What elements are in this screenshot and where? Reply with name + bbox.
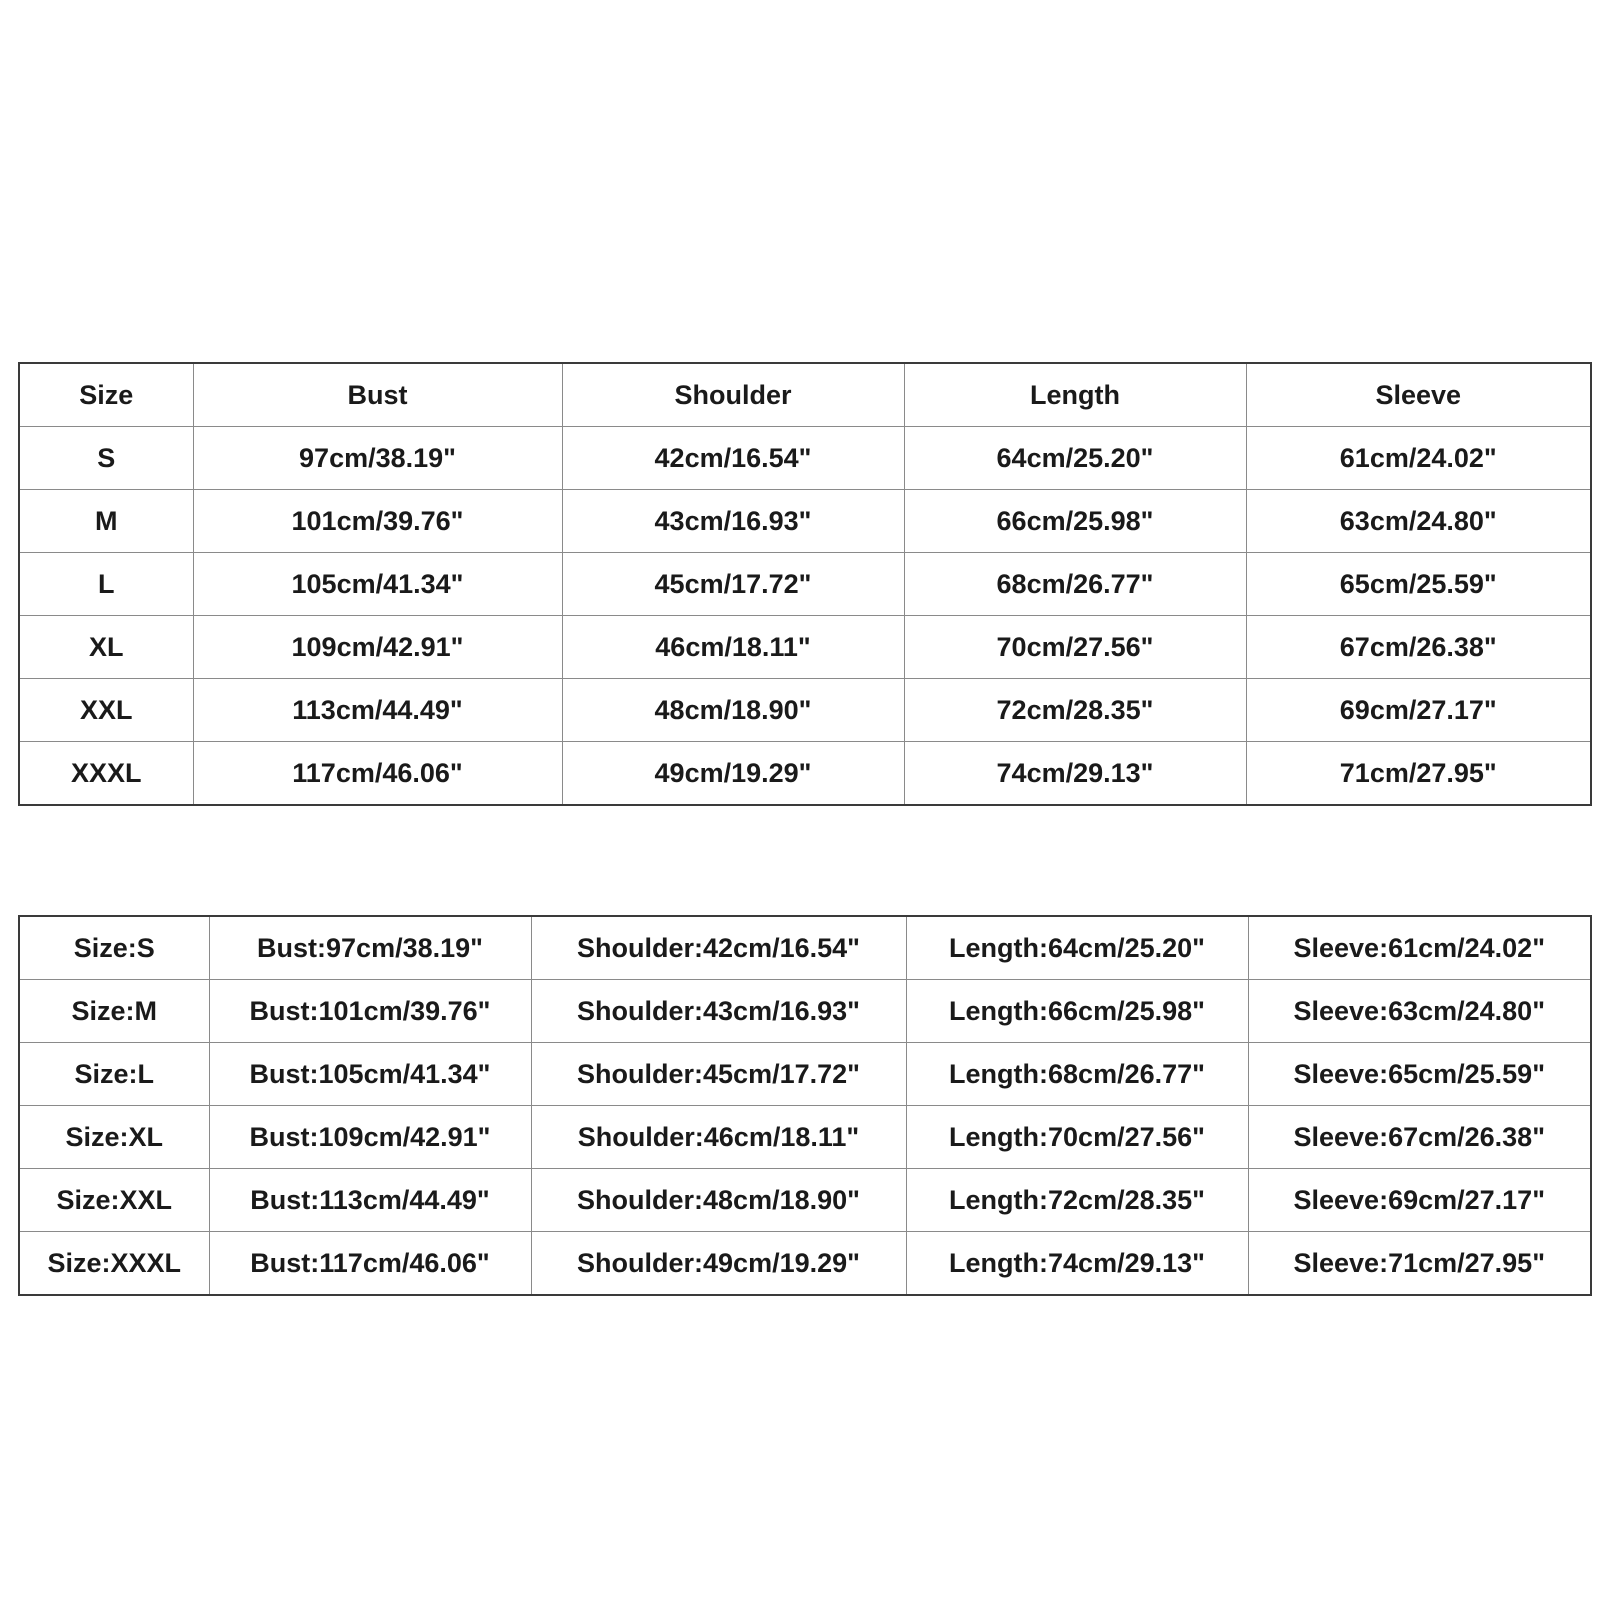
table-cell: Shoulder:42cm/16.54" (531, 916, 906, 980)
table-cell: 74cm/29.13" (904, 742, 1246, 806)
table-cell: Length:64cm/25.20" (906, 916, 1248, 980)
header-cell: Length (904, 363, 1246, 427)
table-row (19, 490, 1591, 553)
table-cell: L (19, 553, 193, 616)
table-cell: Bust:109cm/42.91" (209, 1106, 531, 1169)
table-cell: 46cm/18.11" (562, 616, 904, 679)
table-cell: XL (19, 616, 193, 679)
table-cell: Size:M (19, 980, 209, 1043)
table-cell: Shoulder:46cm/18.11" (531, 1106, 906, 1169)
table-cell: Size:XXL (19, 1169, 209, 1232)
table-cell: Length:68cm/26.77" (906, 1043, 1248, 1106)
table-cell: S (19, 427, 193, 490)
table-row (19, 980, 1591, 1043)
size-detail-table (18, 915, 1592, 1296)
table-cell: Bust:97cm/38.19" (209, 916, 531, 980)
table-row (19, 616, 1591, 679)
table-cell: Shoulder:48cm/18.90" (531, 1169, 906, 1232)
table-row (19, 1043, 1591, 1106)
size-chart-table (18, 362, 1592, 806)
table-cell: Shoulder:45cm/17.72" (531, 1043, 906, 1106)
table-cell: Sleeve:67cm/26.38" (1248, 1106, 1591, 1169)
table-cell: 43cm/16.93" (562, 490, 904, 553)
header-cell: Size (19, 363, 193, 427)
table-cell: Sleeve:71cm/27.95" (1248, 1232, 1591, 1296)
header-cell: Sleeve (1246, 363, 1591, 427)
table-cell: XXL (19, 679, 193, 742)
table-cell: Length:74cm/29.13" (906, 1232, 1248, 1296)
table-cell: 64cm/25.20" (904, 427, 1246, 490)
header-cell: Shoulder (562, 363, 904, 427)
table-cell: Length:70cm/27.56" (906, 1106, 1248, 1169)
table-cell: Length:72cm/28.35" (906, 1169, 1248, 1232)
table-cell: Length:66cm/25.98" (906, 980, 1248, 1043)
table-cell: 68cm/26.77" (904, 553, 1246, 616)
table-cell: Size:S (19, 916, 209, 980)
table-cell: 49cm/19.29" (562, 742, 904, 806)
table-cell: M (19, 490, 193, 553)
table-cell: XXXL (19, 742, 193, 806)
table-cell: Sleeve:69cm/27.17" (1248, 1169, 1591, 1232)
table-cell: 72cm/28.35" (904, 679, 1246, 742)
table-cell: 65cm/25.59" (1246, 553, 1591, 616)
table-cell: 69cm/27.17" (1246, 679, 1591, 742)
header-cell: Bust (193, 363, 562, 427)
table-header-row (19, 363, 1591, 427)
table-cell: 67cm/26.38" (1246, 616, 1591, 679)
table-cell: 61cm/24.02" (1246, 427, 1591, 490)
table-cell: 63cm/24.80" (1246, 490, 1591, 553)
table-cell: Bust:113cm/44.49" (209, 1169, 531, 1232)
table-row (19, 1106, 1591, 1169)
table-row (19, 742, 1591, 806)
table-cell: Size:XL (19, 1106, 209, 1169)
table-cell: 113cm/44.49" (193, 679, 562, 742)
table-cell: 105cm/41.34" (193, 553, 562, 616)
table-cell: Bust:117cm/46.06" (209, 1232, 531, 1296)
table-cell: Bust:101cm/39.76" (209, 980, 531, 1043)
table-cell: 70cm/27.56" (904, 616, 1246, 679)
table-cell: 109cm/42.91" (193, 616, 562, 679)
table-cell: Shoulder:43cm/16.93" (531, 980, 906, 1043)
table-cell: Size:L (19, 1043, 209, 1106)
table-cell: 101cm/39.76" (193, 490, 562, 553)
table-cell: Sleeve:63cm/24.80" (1248, 980, 1591, 1043)
table-cell: Size:XXXL (19, 1232, 209, 1296)
table-row (19, 427, 1591, 490)
table-cell: 97cm/38.19" (193, 427, 562, 490)
table-row (19, 1169, 1591, 1232)
table-cell: Bust:105cm/41.34" (209, 1043, 531, 1106)
table-cell: Sleeve:61cm/24.02" (1248, 916, 1591, 980)
table-row (19, 553, 1591, 616)
table-cell: 48cm/18.90" (562, 679, 904, 742)
table-cell: Sleeve:65cm/25.59" (1248, 1043, 1591, 1106)
table-cell: 117cm/46.06" (193, 742, 562, 806)
table-cell: Shoulder:49cm/19.29" (531, 1232, 906, 1296)
table-cell: 42cm/16.54" (562, 427, 904, 490)
table-cell: 71cm/27.95" (1246, 742, 1591, 806)
table-cell: 45cm/17.72" (562, 553, 904, 616)
table-row (19, 1232, 1591, 1296)
table-row (19, 679, 1591, 742)
table-row (19, 916, 1591, 980)
table-cell: 66cm/25.98" (904, 490, 1246, 553)
